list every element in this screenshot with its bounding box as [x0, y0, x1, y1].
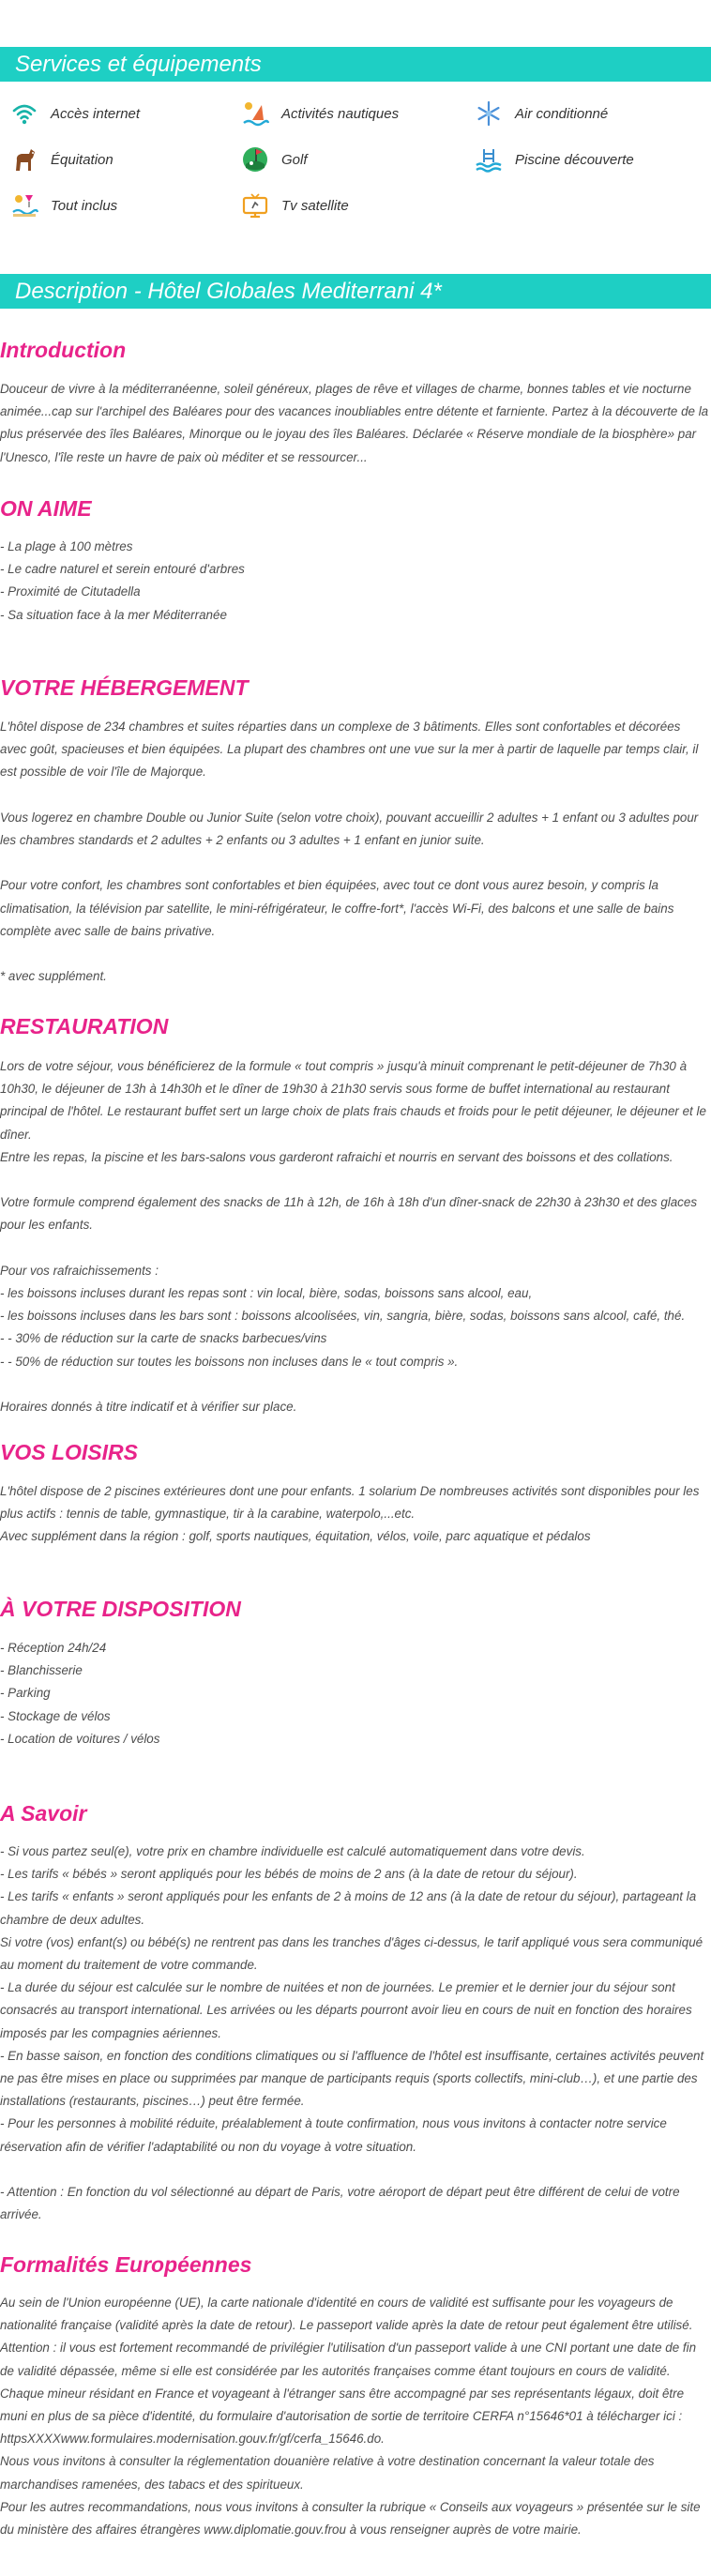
loisirs-paragraph: Avec supplément dans la région : golf, sports nautiques, équitation, vélos, voile, parc aquatique et pédalos: [0, 1529, 591, 1544]
aime-heading: ON AIME: [0, 496, 92, 521]
tv-icon: [240, 190, 270, 220]
service-item-pool: [474, 144, 634, 175]
restauration-line: - les boissons incluses durant les repas sont : vin local, bière, sodas, boissons sans alcool, eau,: [0, 1286, 533, 1300]
water-sports-icon: [240, 98, 270, 129]
savoir-heading: A Savoir: [0, 1801, 87, 1826]
formalites-paragraph: Au sein de l'Union européenne (UE), la carte nationale d'identité en cours de validité est suffisante pour les voyageurs de nationalité française (validité après la date de retour). Le passeport valide après la date de retour peut également être utilisé. Attention : il vous est fortement recommandé de privilégier l'utilisation d'un passeport valide à une CNI portant une date de fin de validité dépassée, même si elle est considérée par les autorités françaises comme étant toujours en cours de validité. Chaque mineur résidant en France et voyageant à l'étranger sans être accompagné par ses représentants légaux, doit être muni en plus de sa pièce d'identité, du formulaire d'autorisation de sortie de territoire CERFA n°15646*01 à télécharger ici :: [0, 2296, 697, 2424]
snowflake-icon: [474, 98, 504, 129]
loisirs-heading: VOS LOISIRS: [0, 1440, 138, 1464]
services-title: Services et équipements: [15, 52, 262, 77]
service-item-air-conditioning: [474, 98, 608, 129]
restauration-paragraph: Lors de votre séjour, vous bénéficierez de la formule « tout compris » jusqu'à minuit comprenant le petit-déjeuner de 7h30 à 10h30, le déjeuner de 13h à 14h30h et le dîner de 19h30 à 21h30 servis sous forme de buffet international au restaurant principal de l'hôtel. Le restaurant buffet sert un large choix de plats frais chauds et froids pour le petit déjeuner, le déjeuner et le dîner.: [0, 1059, 706, 1142]
formalites-heading: Formalités Européennes: [0, 2252, 252, 2277]
service-label: Air conditionné: [515, 105, 609, 122]
savoir-line: - Attention : En fonction du vol sélectionné au départ de Paris, votre aéroport de départ peut être différent de celui de votre arrivée.: [0, 2185, 680, 2222]
restauration-heading: RESTAURATION: [0, 1014, 169, 1038]
savoir-text: [0, 1841, 709, 2226]
savoir-line: Si votre (vos) enfant(s) ou bébé(s) ne rentrent pas dans les tranches d'âges ci-dessus, le tarif appliqué vous sera communiqué au moment du traitement de votre commande.: [0, 1934, 703, 1973]
list-item: - Location de voitures / vélos: [0, 1731, 160, 1746]
savoir-line: - Si vous partez seul(e), votre prix en chambre individuelle est calculé automatiquement dans votre devis.: [0, 1844, 585, 1858]
hebergement-paragraph: Vous logerez en chambre Double ou Junior Suite (selon votre choix), pouvant accueillir 2 adultes + 1 enfant ou 3 adultes pour les chambres standards et 2 adultes + 2 enfants ou 3 adultes + 1 enfant en junior suite.: [0, 810, 699, 847]
all-inclusive-icon: [9, 190, 39, 220]
service-item-horse-riding: [9, 144, 113, 175]
service-item-water-sports: [240, 98, 399, 129]
restauration-line: - - 50% de réduction sur toutes les boissons non incluses dans le « tout compris ».: [0, 1354, 459, 1369]
horse-icon: [9, 144, 39, 174]
restauration-line: - les boissons incluses dans les bars sont : boissons alcoolisées, vin, sangria, bière, sodas, boissons sans alcool, café, thé.: [0, 1309, 686, 1324]
loisirs-text: [0, 1480, 709, 1549]
list-item: - Parking: [0, 1686, 51, 1701]
list-item: - La plage à 100 mètres: [0, 539, 133, 553]
restauration-line: - - 30% de réduction sur la carte de snacks barbecues/vins: [0, 1331, 327, 1346]
wifi-icon: [9, 98, 39, 129]
loisirs-paragraph: L'hôtel dispose de 2 piscines extérieures dont une pour enfants. 1 solarium De nombreuses activités sont disponibles pour les plus actifs : tennis de table, gymnastique, tir à la carabine, waterpolo,...etc.: [0, 1484, 700, 1522]
hebergement-paragraph: L'hôtel dispose de 234 chambres et suites réparties dans un complexe de 3 bâtiments. Elles sont confortables et décorées avec goût, spacieuses et bien équipées. La plupart des chambres ont une vue sur la mer à partir de laquelle par temps clair, il est possible de voir l'île de Majorque.: [0, 720, 699, 780]
service-item-internet: [9, 98, 140, 129]
golf-icon: [240, 144, 270, 174]
restauration-line: Pour vos rafraichissements :: [0, 1263, 159, 1278]
intro-heading: Introduction: [0, 338, 127, 362]
service-label: Tout inclus: [51, 197, 118, 214]
services-grid: [9, 94, 703, 244]
aime-list: [0, 536, 709, 627]
restauration-paragraph: Votre formule comprend également des snacks de 11h à 12h, de 16h à 18h d'un dîner-snack de 22h30 à 23h30 et des glaces pour les enfants.: [0, 1195, 698, 1233]
service-label: Accès internet: [51, 105, 141, 122]
savoir-line: - Les tarifs « enfants » seront appliqués pour les enfants de 2 à moins de 12 ans (à la date de retour du séjour), partageant la chambre de deux adultes.: [0, 1889, 697, 1927]
savoir-line: - En basse saison, en fonction des conditions climatiques ou si l'affluence de l'hôtel est insuffisante, certaines activités peuvent ne pas être mises en place ou supprimées par manque de participants requis (sports collectifs, mini-club…), et une partie des installations (restaurants, piscines…) peut être fermée.: [0, 2048, 704, 2109]
service-item-golf: [240, 144, 308, 175]
restauration-paragraph: Entre les repas, la piscine et les bars-salons vous garderont rafraichi et nourris en servant des boissons et des collations.: [0, 1149, 673, 1164]
disposition-list: [0, 1637, 709, 1750]
list-item: - Blanchisserie: [0, 1663, 83, 1678]
restauration-note: Horaires donnés à titre indicatif et à vérifier sur place.: [0, 1400, 297, 1414]
service-label: Golf: [281, 151, 308, 168]
formalites-url: httpsXXXXwww.formulaires.modernisation.gouv.fr/gf/cerfa_15646.do.: [0, 2432, 385, 2447]
restauration-text: [0, 1055, 709, 1418]
service-label: Activités nautiques: [281, 105, 400, 122]
hebergement-text: [0, 716, 709, 988]
intro-paragraph: Douceur de vivre à la méditerranéenne, soleil généreux, plages de rêve et villages de charme, bonnes tables et vie nocturne animée...cap sur l'archipel des Baléares pour des vacances inoubliables entre détente et farniente. Partez à la découverte de la plus préservée des îles Baléares, Minorque ou le joyau des îles Baléares. Déclarée « Réserve mondiale de la biosphère» par l'Unesco, l'île reste un havre de paix où méditer et se ressourcer...: [0, 382, 709, 464]
hebergement-heading: VOTRE HÉBERGEMENT: [0, 675, 249, 700]
list-item: - Sa situation face à la mer Méditerranée: [0, 607, 227, 622]
description-banner: [0, 274, 711, 309]
formalites-paragraph: Nous vous invitons à consulter la réglementation douanière relative à votre destination concernant la valeur totale des marchandises ramenées, des tabacs et des spiritueux.: [0, 2454, 655, 2492]
savoir-line: - Les tarifs « bébés » seront appliqués pour les bébés de moins de 2 ans (à la date de retour du séjour).: [0, 1867, 578, 1882]
service-item-all-inclusive: [9, 189, 117, 221]
list-item: - Le cadre naturel et serein entouré d'arbres: [0, 562, 245, 577]
formalites-text: [0, 2292, 709, 2541]
service-label: Tv satellite: [281, 197, 349, 214]
pool-icon: [474, 144, 504, 174]
intro-text: [0, 378, 709, 469]
service-item-satellite-tv: [240, 189, 349, 221]
disposition-heading: À VOTRE DISPOSITION: [0, 1597, 241, 1621]
list-item: - Réception 24h/24: [0, 1641, 107, 1655]
formalites-paragraph: Pour les autres recommandations, nous vous invitons à consulter la rubrique « Conseils aux voyageurs » présentée sur le site du ministère des affaires étrangères www.diplomatie.gouv.frou à vous renseigner auprès de votre mairie.: [0, 2499, 701, 2538]
hebergement-note: * avec supplément.: [0, 969, 107, 984]
services-banner: [0, 47, 711, 82]
service-label: Équitation: [51, 151, 113, 168]
savoir-line: - La durée du séjour est calculée sur le nombre de nuitées et non de journées. Le premier et le dernier jour du séjour sont consacrés au transport international. Les arrivées ou les départs pourront avoir lieu en cours de nuit en fonction des horaires imposés par les compagnies aériennes.: [0, 1980, 692, 2040]
savoir-line: - Pour les personnes à mobilité réduite, préalablement à toute confirmation, nous vous invitons à contacter notre service réservation afin de vérifier l'adaptabilité ou non du voyage à votre situation.: [0, 2116, 667, 2154]
hebergement-paragraph: Pour votre confort, les chambres sont confortables et bien équipées, avec tout ce dont vous aurez besoin, y compris la climatisation, la télévision par satellite, le mini-réfrigérateur, le coffre-fort*, l'accès Wi-Fi, des balcons et une salle de bains complète avec salle de bains privative.: [0, 878, 674, 938]
description-title: Description - Hôtel Globales Mediterrani 4*: [15, 279, 442, 304]
service-label: Piscine découverte: [515, 151, 634, 168]
list-item: - Proximité de Citutadella: [0, 584, 141, 599]
list-item: - Stockage de vélos: [0, 1708, 111, 1723]
